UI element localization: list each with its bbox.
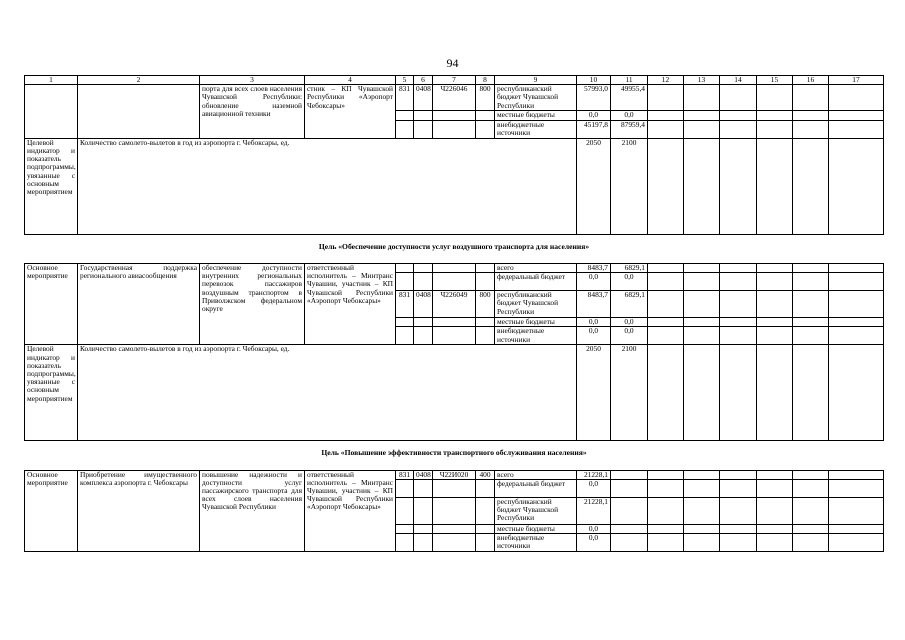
indicator-label: Целевой индикатор и показатель подпрограммы, увязанные с основным мероприятием bbox=[25, 138, 78, 234]
empty-cell bbox=[720, 273, 757, 291]
empty-cell bbox=[648, 345, 684, 441]
empty-cell bbox=[684, 318, 720, 327]
empty-cell bbox=[793, 479, 829, 497]
empty-cell bbox=[611, 479, 648, 497]
empty-cell bbox=[793, 85, 829, 111]
funding-source: всего bbox=[495, 264, 577, 273]
empty-cell bbox=[757, 479, 793, 497]
empty-cell bbox=[414, 264, 433, 273]
indicator-text: Количество самолето-вылетов в год из аэропорта г. Чебоксары, ед. bbox=[78, 138, 577, 234]
empty-cell bbox=[476, 327, 495, 345]
funding-value: 0,0 bbox=[611, 318, 648, 327]
empty-cell bbox=[757, 264, 793, 273]
empty-cell bbox=[720, 291, 757, 318]
empty-cell bbox=[414, 534, 433, 552]
funding-source: федеральный бюджет bbox=[495, 479, 577, 497]
empty-cell bbox=[396, 327, 414, 345]
empty-cell bbox=[829, 524, 884, 533]
empty-cell bbox=[648, 138, 684, 234]
grbs-code: 831 bbox=[396, 291, 414, 318]
empty-cell bbox=[611, 534, 648, 552]
empty-cell bbox=[396, 534, 414, 552]
funding-value: 0,0 bbox=[577, 327, 611, 345]
empty-cell bbox=[433, 110, 476, 120]
funding-source: внебюджетные источники bbox=[495, 327, 577, 345]
table-row bbox=[25, 470, 884, 479]
empty-cell bbox=[396, 524, 414, 533]
funding-value: 21228,1 bbox=[577, 470, 611, 479]
empty-cell bbox=[648, 318, 684, 327]
empty-cell bbox=[793, 524, 829, 533]
empty-cell bbox=[433, 534, 476, 552]
empty-cell bbox=[829, 264, 884, 273]
funding-value: 8483,7 bbox=[577, 264, 611, 273]
empty-cell bbox=[720, 110, 757, 120]
funding-source: внебюджетные источники bbox=[495, 534, 577, 552]
goal-row bbox=[25, 441, 884, 470]
empty-cell bbox=[476, 497, 495, 524]
empty-cell bbox=[396, 273, 414, 291]
empty-cell bbox=[396, 120, 414, 138]
empty-cell bbox=[720, 345, 757, 441]
empty-cell bbox=[829, 110, 884, 120]
funding-value: 45197,8 bbox=[577, 120, 611, 138]
responsible-cell: ответственный исполнитель – Минтранс Чувашии, участник – КП Чувашской Республики «Аэропорт Чебоксары» bbox=[305, 264, 396, 345]
activity-type-cell: Основное мероприятие bbox=[25, 470, 78, 551]
activity-name-cell bbox=[78, 85, 200, 139]
col-number: 8 bbox=[476, 76, 495, 85]
program-table bbox=[24, 75, 884, 552]
empty-cell bbox=[684, 273, 720, 291]
col-number: 2 bbox=[78, 76, 200, 85]
empty-cell bbox=[793, 138, 829, 234]
indicator-row bbox=[25, 345, 884, 441]
empty-cell bbox=[793, 534, 829, 552]
indicator-text: Количество самолето-вылетов в год из аэропорта г. Чебоксары, ед. bbox=[78, 345, 577, 441]
empty-cell bbox=[684, 291, 720, 318]
empty-cell bbox=[757, 138, 793, 234]
goal-heading: Цель «Обеспечение доступности услуг воздушного транспорта для населения» bbox=[25, 234, 884, 263]
empty-cell bbox=[396, 110, 414, 120]
empty-cell bbox=[476, 264, 495, 273]
empty-cell bbox=[476, 534, 495, 552]
empty-cell bbox=[829, 497, 884, 524]
funding-value: 8483,7 bbox=[577, 291, 611, 318]
funding-value: 0,0 bbox=[577, 318, 611, 327]
funding-source: местные бюджеты bbox=[495, 318, 577, 327]
funding-value: 6829,1 bbox=[611, 291, 648, 318]
empty-cell bbox=[793, 291, 829, 318]
responsible-cell: стник – КП Чувашской Республики «Аэропорт Чебоксары» bbox=[305, 85, 396, 139]
funding-source: федеральный бюджет bbox=[495, 273, 577, 291]
indicator-row bbox=[25, 138, 884, 234]
col-number: 15 bbox=[757, 76, 793, 85]
column-numbers-row bbox=[25, 76, 884, 85]
funding-source: местные бюджеты bbox=[495, 524, 577, 533]
empty-cell bbox=[396, 479, 414, 497]
empty-cell bbox=[433, 120, 476, 138]
funding-value: 0,0 bbox=[577, 273, 611, 291]
empty-cell bbox=[648, 110, 684, 120]
empty-cell bbox=[757, 497, 793, 524]
empty-cell bbox=[829, 85, 884, 111]
section-code: 0408 bbox=[414, 85, 433, 111]
empty-cell bbox=[757, 524, 793, 533]
empty-cell bbox=[433, 524, 476, 533]
empty-cell bbox=[793, 318, 829, 327]
empty-cell bbox=[720, 318, 757, 327]
funding-value: 21228,1 bbox=[577, 497, 611, 524]
empty-cell bbox=[414, 479, 433, 497]
empty-cell bbox=[684, 120, 720, 138]
empty-cell bbox=[684, 110, 720, 120]
col-number: 13 bbox=[684, 76, 720, 85]
empty-cell bbox=[648, 120, 684, 138]
empty-cell bbox=[684, 479, 720, 497]
col-number: 17 bbox=[829, 76, 884, 85]
col-number: 5 bbox=[396, 76, 414, 85]
empty-cell bbox=[414, 524, 433, 533]
empty-cell bbox=[648, 291, 684, 318]
funding-source: республиканский бюджет Чувашской Республики bbox=[495, 291, 577, 318]
col-number: 11 bbox=[611, 76, 648, 85]
empty-cell bbox=[793, 110, 829, 120]
target-article-code: Ч226046 bbox=[433, 85, 476, 111]
empty-cell bbox=[648, 85, 684, 111]
activity-task-cell: повышение надежности и доступности услуг пассажирского транспорта для всех слоев населения Чувашской Республики bbox=[200, 470, 305, 551]
empty-cell bbox=[433, 318, 476, 327]
funding-source: местные бюджеты bbox=[495, 110, 577, 120]
empty-cell bbox=[829, 138, 884, 234]
empty-cell bbox=[611, 497, 648, 524]
expense-type-code: 400 bbox=[476, 470, 495, 479]
empty-cell bbox=[793, 273, 829, 291]
empty-cell bbox=[757, 345, 793, 441]
program-table-wrapper bbox=[24, 75, 883, 552]
empty-cell bbox=[757, 110, 793, 120]
expense-type-code: 800 bbox=[476, 85, 495, 111]
indicator-value: 2050 bbox=[577, 345, 611, 441]
empty-cell bbox=[648, 470, 684, 479]
col-number: 10 bbox=[577, 76, 611, 85]
empty-cell bbox=[720, 120, 757, 138]
empty-cell bbox=[684, 85, 720, 111]
empty-cell bbox=[720, 327, 757, 345]
empty-cell bbox=[757, 327, 793, 345]
indicator-value: 2050 bbox=[577, 138, 611, 234]
empty-cell bbox=[396, 318, 414, 327]
grbs-code: 831 bbox=[396, 470, 414, 479]
empty-cell bbox=[829, 291, 884, 318]
funding-value: 6829,1 bbox=[611, 264, 648, 273]
empty-cell bbox=[684, 470, 720, 479]
activity-type-cell: Основное мероприятие bbox=[25, 264, 78, 345]
funding-value: 0,0 bbox=[611, 327, 648, 345]
empty-cell bbox=[433, 327, 476, 345]
empty-cell bbox=[829, 534, 884, 552]
empty-cell bbox=[720, 138, 757, 234]
empty-cell bbox=[684, 264, 720, 273]
col-number: 3 bbox=[200, 76, 305, 85]
empty-cell bbox=[757, 318, 793, 327]
empty-cell bbox=[414, 110, 433, 120]
empty-cell bbox=[433, 273, 476, 291]
col-number: 9 bbox=[495, 76, 577, 85]
empty-cell bbox=[829, 470, 884, 479]
expense-type-code: 800 bbox=[476, 291, 495, 318]
funding-value: 0,0 bbox=[577, 110, 611, 120]
empty-cell bbox=[720, 524, 757, 533]
empty-cell bbox=[720, 85, 757, 111]
col-number: 12 bbox=[648, 76, 684, 85]
col-number: 14 bbox=[720, 76, 757, 85]
funding-value: 87959,4 bbox=[611, 120, 648, 138]
target-article-code: Ч226049 bbox=[433, 291, 476, 318]
funding-value: 0,0 bbox=[577, 534, 611, 552]
empty-cell bbox=[611, 470, 648, 479]
empty-cell bbox=[684, 327, 720, 345]
empty-cell bbox=[648, 534, 684, 552]
empty-cell bbox=[720, 497, 757, 524]
empty-cell bbox=[757, 291, 793, 318]
empty-cell bbox=[648, 327, 684, 345]
empty-cell bbox=[829, 318, 884, 327]
empty-cell bbox=[793, 345, 829, 441]
empty-cell bbox=[476, 318, 495, 327]
indicator-value: 2100 bbox=[611, 345, 648, 441]
empty-cell bbox=[396, 264, 414, 273]
goal-heading: Цель «Повышение эффективности транспортного обслуживания населения» bbox=[25, 441, 884, 470]
empty-cell bbox=[757, 85, 793, 111]
funding-source: внебюджетные источники bbox=[495, 120, 577, 138]
empty-cell bbox=[611, 524, 648, 533]
col-number: 1 bbox=[25, 76, 78, 85]
empty-cell bbox=[720, 479, 757, 497]
col-number: 6 bbox=[414, 76, 433, 85]
empty-cell bbox=[720, 470, 757, 479]
funding-value: 57993,0 bbox=[577, 85, 611, 111]
empty-cell bbox=[648, 497, 684, 524]
empty-cell bbox=[414, 318, 433, 327]
empty-cell bbox=[684, 138, 720, 234]
empty-cell bbox=[414, 327, 433, 345]
funding-value: 0,0 bbox=[577, 524, 611, 533]
empty-cell bbox=[793, 327, 829, 345]
funding-value: 49955,4 bbox=[611, 85, 648, 111]
empty-cell bbox=[720, 264, 757, 273]
col-number: 4 bbox=[305, 76, 396, 85]
empty-cell bbox=[648, 479, 684, 497]
empty-cell bbox=[829, 273, 884, 291]
empty-cell bbox=[757, 534, 793, 552]
grbs-code: 831 bbox=[396, 85, 414, 111]
empty-cell bbox=[684, 534, 720, 552]
funding-source: республиканский бюджет Чувашской Республики bbox=[495, 497, 577, 524]
empty-cell bbox=[793, 264, 829, 273]
activity-name-cell: Государственная поддержка регионального авиасообщения bbox=[78, 264, 200, 345]
section-code: 0408 bbox=[414, 470, 433, 479]
empty-cell bbox=[684, 524, 720, 533]
empty-cell bbox=[414, 273, 433, 291]
table-row bbox=[25, 85, 884, 111]
funding-source: всего bbox=[495, 470, 577, 479]
empty-cell bbox=[648, 524, 684, 533]
responsible-cell: ответственный исполнитель – Минтранс Чувашии, участник – КП Чувашской Республики «Аэропорт Чебоксары» bbox=[305, 470, 396, 551]
empty-cell bbox=[757, 120, 793, 138]
empty-cell bbox=[433, 264, 476, 273]
funding-value: 0,0 bbox=[611, 110, 648, 120]
empty-cell bbox=[648, 264, 684, 273]
funding-value: 0,0 bbox=[577, 479, 611, 497]
empty-cell bbox=[433, 479, 476, 497]
empty-cell bbox=[720, 534, 757, 552]
empty-cell bbox=[476, 524, 495, 533]
funding-source: республиканский бюджет Чувашской Республики bbox=[495, 85, 577, 111]
empty-cell bbox=[433, 497, 476, 524]
empty-cell bbox=[793, 470, 829, 479]
empty-cell bbox=[476, 479, 495, 497]
indicator-label: Целевой индикатор и показатель подпрограммы, увязанные с основным мероприятием bbox=[25, 345, 78, 441]
empty-cell bbox=[793, 497, 829, 524]
activity-type-cell bbox=[25, 85, 78, 139]
empty-cell bbox=[414, 497, 433, 524]
empty-cell bbox=[684, 345, 720, 441]
indicator-value: 2100 bbox=[611, 138, 648, 234]
funding-value: 0,0 bbox=[611, 273, 648, 291]
empty-cell bbox=[829, 327, 884, 345]
goal-row bbox=[25, 234, 884, 263]
empty-cell bbox=[829, 345, 884, 441]
empty-cell bbox=[476, 273, 495, 291]
empty-cell bbox=[414, 120, 433, 138]
table-row bbox=[25, 264, 884, 273]
empty-cell bbox=[757, 470, 793, 479]
empty-cell bbox=[757, 273, 793, 291]
empty-cell bbox=[793, 120, 829, 138]
activity-task-cell: обеспечение доступности внутренних региональных перевозок пассажиров воздушным транспортом в Приволжском федеральном округе bbox=[200, 264, 305, 345]
page-number: 94 bbox=[446, 56, 459, 70]
activity-name-cell: Приобретение имущественного комплекса аэропорта г. Чебоксары bbox=[78, 470, 200, 551]
col-number: 7 bbox=[433, 76, 476, 85]
empty-cell bbox=[829, 479, 884, 497]
empty-cell bbox=[829, 120, 884, 138]
empty-cell bbox=[476, 110, 495, 120]
empty-cell bbox=[396, 497, 414, 524]
section-code: 0408 bbox=[414, 291, 433, 318]
empty-cell bbox=[476, 120, 495, 138]
empty-cell bbox=[648, 273, 684, 291]
activity-task-cell: порта для всех слоев населения Чувашской Республики: обновление наземной авиационной техники bbox=[200, 85, 305, 139]
col-number: 16 bbox=[793, 76, 829, 85]
empty-cell bbox=[684, 497, 720, 524]
target-article-code: Ч22И020 bbox=[433, 470, 476, 479]
